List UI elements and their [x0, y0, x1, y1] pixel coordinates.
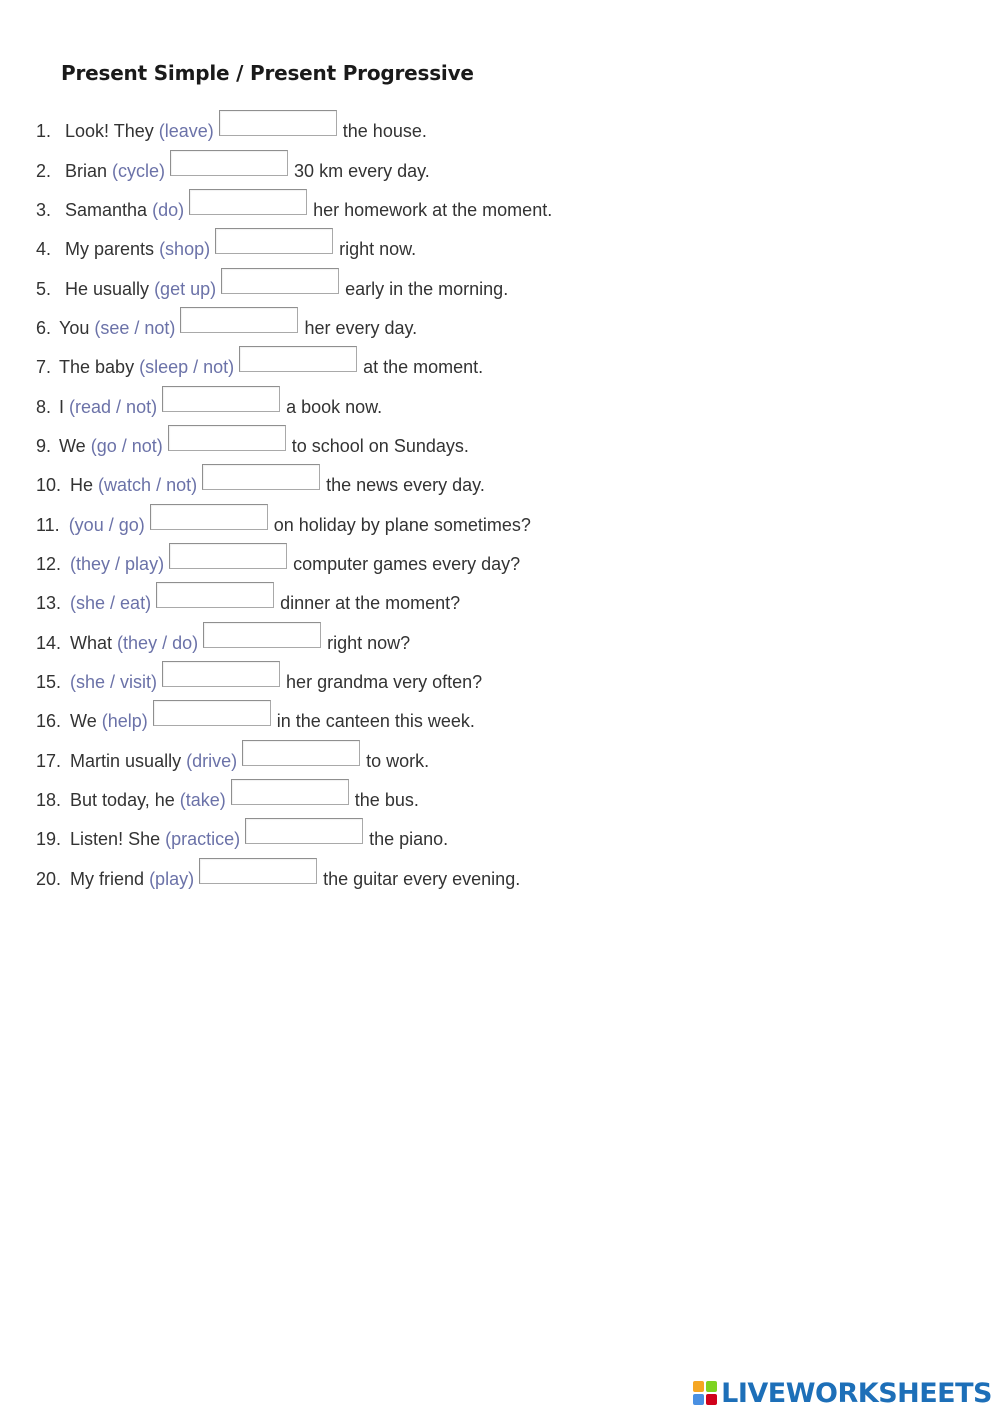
item-text-before: I	[59, 397, 65, 417]
item-text-after: to school on Sundays.	[291, 436, 469, 456]
logo-grid-icon	[693, 1381, 717, 1405]
answer-input[interactable]	[170, 150, 288, 176]
exercise-item	[36, 820, 448, 850]
item-text-before: Martin usually	[70, 751, 182, 771]
item-text-after: computer games every day?	[293, 554, 521, 574]
exercise-item	[36, 152, 430, 182]
answer-input[interactable]	[150, 504, 268, 530]
item-verb-hint: (watch / not)	[98, 475, 198, 495]
item-verb-hint: (leave)	[158, 121, 214, 141]
answer-input[interactable]	[215, 228, 333, 254]
item-verb-hint: (get up)	[154, 279, 217, 299]
item-number: 6.	[36, 318, 52, 338]
exercise-item	[36, 270, 508, 300]
item-verb-hint: (she / visit)	[70, 672, 158, 692]
exercise-item	[36, 112, 427, 142]
item-text-after: the guitar every evening.	[323, 869, 521, 889]
exercise-item	[36, 348, 483, 378]
logo-text: LIVEWORKSHEETS	[721, 1377, 992, 1409]
item-text-after: to work.	[366, 751, 430, 771]
item-verb-hint: (do)	[152, 200, 185, 220]
item-verb-hint: (go / not)	[90, 436, 163, 456]
item-text-before: The baby	[59, 357, 135, 377]
answer-input[interactable]	[153, 700, 271, 726]
item-number: 4.	[36, 239, 52, 259]
exercise-item	[36, 427, 469, 457]
answer-input[interactable]	[219, 110, 337, 136]
item-verb-hint: (shop)	[159, 239, 211, 259]
item-text-after: the news every day.	[326, 475, 485, 495]
exercise-item	[36, 388, 382, 418]
exercise-item	[36, 466, 485, 496]
answer-input[interactable]	[162, 386, 280, 412]
item-verb-hint: (she / eat)	[70, 593, 152, 613]
item-verb-hint: (read / not)	[69, 397, 158, 417]
item-verb-hint: (help)	[101, 711, 148, 731]
item-text-after: on holiday by plane sometimes?	[273, 515, 531, 535]
logo-tile	[693, 1381, 704, 1392]
logo-tile	[693, 1394, 704, 1405]
answer-input[interactable]	[231, 779, 349, 805]
item-verb-hint: (play)	[149, 869, 195, 889]
item-number: 16.	[36, 711, 62, 731]
item-number: 17.	[36, 751, 62, 771]
answer-input[interactable]	[242, 740, 360, 766]
item-text-after: her homework at the moment.	[313, 200, 553, 220]
item-text-after: the house.	[342, 121, 427, 141]
item-text-after: her every day.	[304, 318, 418, 338]
item-number: 8.	[36, 397, 52, 417]
item-number: 11.	[36, 515, 60, 535]
item-number: 15.	[36, 672, 62, 692]
item-number: 9.	[36, 436, 52, 456]
item-text-after: dinner at the moment?	[280, 593, 461, 613]
answer-input[interactable]	[221, 268, 339, 294]
exercise-item	[36, 191, 552, 221]
item-verb-hint: (sleep / not)	[139, 357, 235, 377]
item-number: 14.	[36, 633, 62, 653]
item-text-before: Look! They	[65, 121, 154, 141]
item-number: 10.	[36, 475, 62, 495]
item-number: 13.	[36, 593, 62, 613]
answer-input[interactable]	[202, 464, 320, 490]
item-verb-hint: (take)	[179, 790, 226, 810]
item-verb-hint: (cycle)	[112, 161, 166, 181]
page-title: Present Simple / Present Progressive	[61, 61, 474, 85]
item-text-after: the piano.	[369, 829, 449, 849]
item-text-after: right now?	[327, 633, 411, 653]
item-text-before: My friend	[70, 869, 145, 889]
exercise-item	[36, 742, 429, 772]
exercise-item	[36, 230, 416, 260]
answer-input[interactable]	[180, 307, 298, 333]
exercise-item	[36, 545, 520, 575]
item-number: 7.	[36, 357, 52, 377]
item-text-after: a book now.	[286, 397, 383, 417]
item-number: 3.	[36, 200, 52, 220]
item-text-before: What	[70, 633, 113, 653]
item-number: 18.	[36, 790, 62, 810]
logo-tile	[706, 1381, 717, 1392]
item-text-before: My parents	[65, 239, 155, 259]
item-text-after: in the canteen this week.	[276, 711, 475, 731]
item-verb-hint: (see / not)	[94, 318, 176, 338]
exercise-item	[36, 624, 410, 654]
item-text-before: But today, he	[70, 790, 175, 810]
answer-input[interactable]	[203, 622, 321, 648]
item-text-after: at the moment.	[363, 357, 484, 377]
item-text-after: the bus.	[354, 790, 419, 810]
liveworksheets-logo	[693, 1379, 992, 1407]
answer-input[interactable]	[239, 346, 357, 372]
exercise-item	[36, 702, 475, 732]
answer-input[interactable]	[168, 425, 286, 451]
item-text-before: We	[59, 436, 86, 456]
item-text-before: Samantha	[65, 200, 148, 220]
answer-input[interactable]	[162, 661, 280, 687]
answer-input[interactable]	[199, 858, 317, 884]
item-number: 19.	[36, 829, 62, 849]
answer-input[interactable]	[156, 582, 274, 608]
answer-input[interactable]	[189, 189, 307, 215]
answer-input[interactable]	[245, 818, 363, 844]
item-text-before: We	[70, 711, 97, 731]
item-number: 2.	[36, 161, 52, 181]
item-number: 5.	[36, 279, 52, 299]
item-text-after: early in the morning.	[345, 279, 509, 299]
item-text-after: right now.	[339, 239, 417, 259]
exercise-item	[36, 781, 419, 811]
item-text-before: Listen! She	[70, 829, 161, 849]
exercise-item	[36, 860, 520, 890]
item-verb-hint: (they / do)	[117, 633, 199, 653]
answer-input[interactable]	[169, 543, 287, 569]
item-number: 20.	[36, 869, 62, 889]
item-verb-hint: (practice)	[165, 829, 241, 849]
item-number: 12.	[36, 554, 62, 574]
item-number: 1.	[36, 121, 52, 141]
exercise-item	[36, 506, 531, 536]
item-text-before: You	[59, 318, 90, 338]
item-text-before: He	[70, 475, 94, 495]
logo-tile	[706, 1394, 717, 1405]
item-text-before: He usually	[65, 279, 150, 299]
item-text-after: her grandma very often?	[286, 672, 483, 692]
item-verb-hint: (you / go)	[68, 515, 145, 535]
item-text-before: Brian	[65, 161, 108, 181]
item-text-after: 30 km every day.	[294, 161, 430, 181]
item-verb-hint: (drive)	[186, 751, 238, 771]
item-verb-hint: (they / play)	[70, 554, 165, 574]
exercise-item	[36, 663, 482, 693]
exercise-item	[36, 584, 460, 614]
exercise-item	[36, 309, 417, 339]
